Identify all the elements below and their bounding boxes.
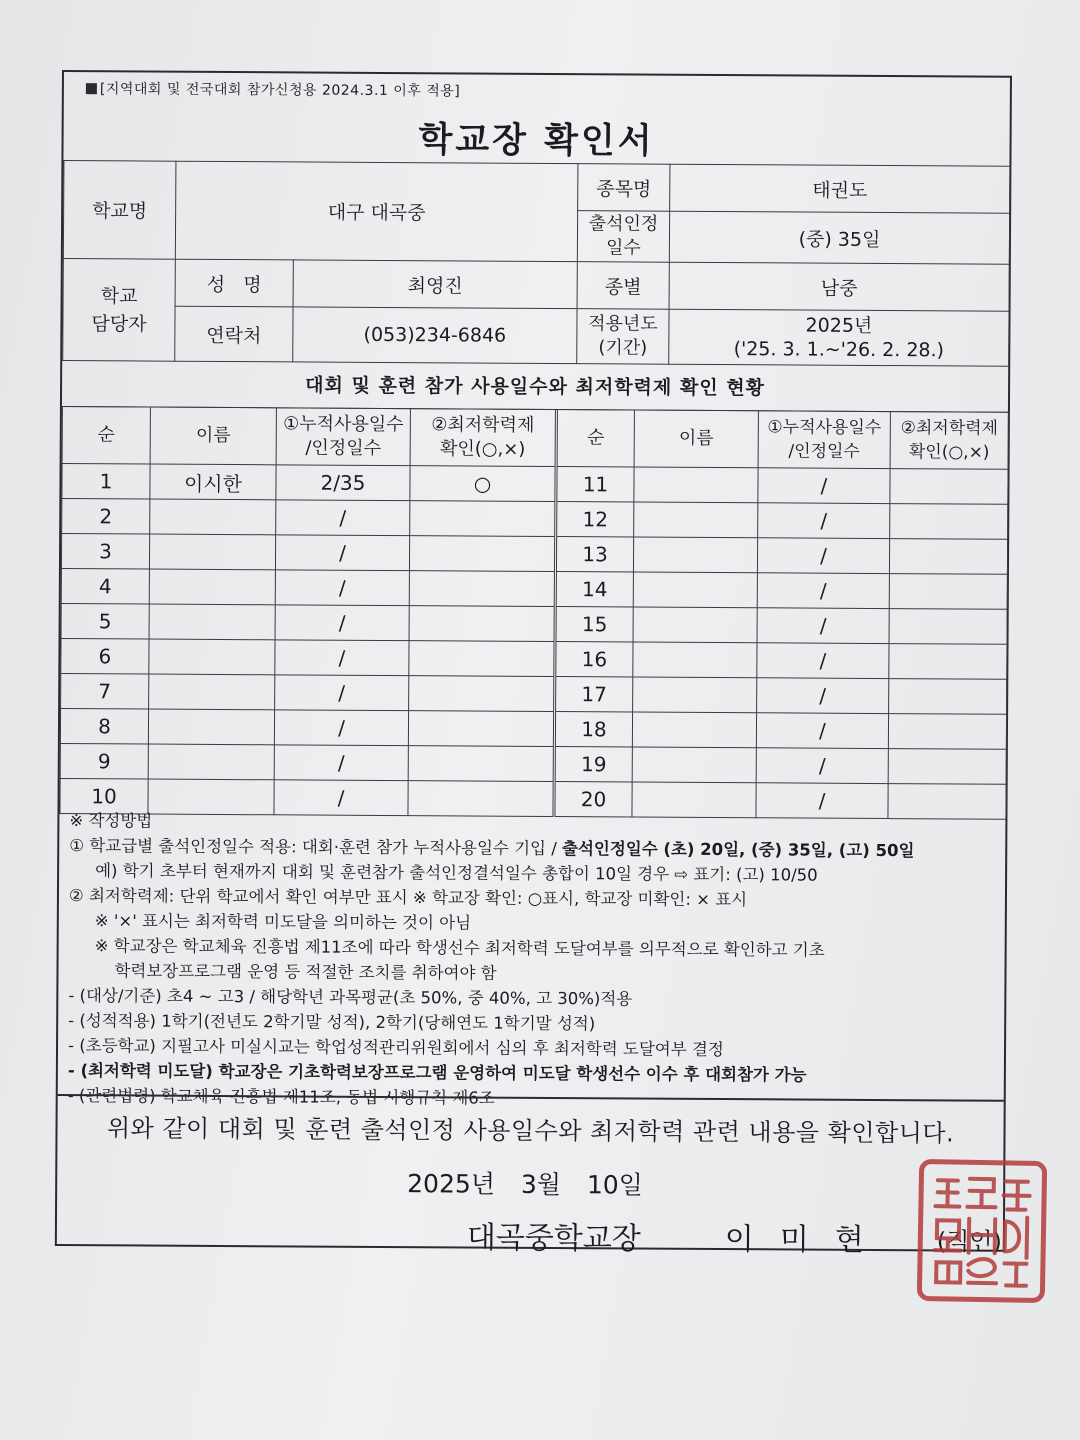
roster-cell-no: 15: [555, 607, 633, 642]
roster-cell-check: [409, 676, 555, 712]
roster-cell-name: [149, 569, 275, 605]
roster-cell-check: [889, 539, 1007, 575]
roster-cell-check: [889, 679, 1007, 715]
col-header-name: 이름: [634, 410, 758, 468]
roster-cell-days: /: [275, 640, 409, 676]
col-header-check: ②최저학력제 확인(○,×): [890, 412, 1008, 470]
roster-cell-days: /: [276, 500, 410, 536]
col-header-name: 이름: [150, 407, 276, 465]
roster-cell-no: 2: [62, 499, 150, 535]
school-info-table: [62, 160, 1010, 367]
roster-cell-check: [888, 714, 1006, 750]
col-header-days: ①누적사용일수 /인정일수: [758, 411, 890, 469]
instruction-example: 예) 학기 초부터 현재까지 대회 및 훈련참가 출석인정결석일수 총합이 10일 경우 ⇨ 표기: (고) 10/50: [95, 861, 818, 885]
table-row: [61, 569, 1007, 610]
roster-cell-no: 13: [555, 537, 633, 572]
roster-cell-no: 18: [554, 712, 632, 747]
confirmation-form: [55, 70, 1012, 1259]
roster-cell-days: 2/35: [276, 465, 410, 501]
manager-label: 학교 담당자: [63, 259, 176, 362]
year-value: 2025년: [805, 314, 873, 337]
roster-cell-days: /: [275, 570, 409, 606]
roster-cell-days: /: [757, 573, 889, 609]
roster-cell-days: /: [757, 678, 889, 714]
roster-cell-no: 12: [556, 502, 634, 537]
roster-cell-name: [634, 502, 758, 538]
roster-cell-name: [633, 537, 757, 573]
instruction-note-1: ※ '×' 표시는 최저학력 미도달을 의미하는 것이 아님: [94, 911, 472, 933]
col-header-days: ①누적사용일수 /인정일수: [276, 408, 410, 466]
roster-cell-check: [410, 501, 556, 537]
roster-cell-name: [633, 642, 757, 678]
roster-header-row: [62, 407, 1008, 470]
roster-cell-check: [408, 746, 554, 782]
roster-cell-no: 10: [60, 779, 148, 815]
roster-cell-no: 3: [61, 534, 149, 570]
table-row: [61, 674, 1007, 715]
instruction-item-2: ② 최저학력제: 단위 학교에서 확인 여부만 표시 ※ 학교장 확인: ○표시, 학교장 미확인: × 표시: [68, 886, 748, 910]
confirmation-statement: 위와 같이 대회 및 훈련 출석인정 사용일수와 최저학력 관련 내용을 확인합니다.: [106, 1114, 955, 1148]
table-row: [61, 534, 1007, 575]
roster-cell-no: 9: [60, 744, 148, 780]
roster-cell-no: 4: [61, 569, 149, 605]
roster-cell-check: [889, 644, 1007, 680]
contact-label: 연락처: [175, 306, 293, 362]
name-label: 성 명: [175, 259, 293, 307]
roster-cell-days: /: [756, 748, 888, 784]
square-bullet-icon: [86, 83, 97, 94]
roster-cell-days: /: [274, 780, 408, 816]
attendance-label: 출석인정 일수: [577, 211, 669, 263]
table-row: [62, 499, 1008, 540]
roster-cell-no: 1: [62, 464, 150, 500]
roster-cell-check: [409, 536, 555, 572]
instruction-dash-2: - (성적적용) 1학기(전년도 2학기말 성적), 2학기(당해연도 1학기말 성적): [68, 1011, 596, 1034]
roster-cell-name: [148, 744, 274, 780]
roster-cell-days: /: [758, 503, 890, 539]
roster-cell-days: /: [275, 535, 409, 571]
roster-cell-name: [148, 709, 274, 745]
instructions-heading: ※ 작성방법: [69, 811, 153, 831]
roster-cell-name: [634, 467, 758, 503]
instructions: [68, 808, 1000, 1114]
roster-cell-days: /: [275, 675, 409, 711]
instruction-dash-1: - (대상/기준) 초4 ~ 고3 / 해당학년 과목평균(초 50%, 중 40%, 고 30%)적용: [68, 986, 633, 1009]
seal-stamp-icon: [928, 1170, 1038, 1294]
document-title: 학교장 확인서: [418, 120, 655, 162]
instruction-dash-4: - (최저학력 미도달) 학교장은 기초학력보장프로그램 운영하여 미도달 학생선수 이수 후 대회참가 가능: [67, 1061, 807, 1085]
roster-cell-check: [889, 609, 1007, 645]
name-value: 최영진: [293, 260, 577, 309]
seal-label: (직인): [936, 1227, 1003, 1256]
instruction-note-2: ※ 학교장은 학교체육 진흥법 제11조에 따라 학생선수 최저학력 도달여부를 의무적으로 확인하고 기초: [94, 936, 825, 960]
roster-cell-days: /: [756, 783, 888, 819]
year-label: 적용년도 (기간): [577, 309, 669, 365]
table-row: [61, 604, 1007, 645]
col-header-check: ②최저학력제 확인(○,×): [410, 409, 556, 467]
roster-cell-no: 5: [61, 604, 149, 640]
year-cell: [669, 309, 1009, 366]
roster-cell-days: /: [757, 608, 889, 644]
roster-cell-days: /: [757, 538, 889, 574]
roster-cell-no: 20: [554, 782, 632, 817]
roster-cell-no: 7: [61, 674, 149, 710]
roster-cell-name: [150, 499, 276, 535]
roster-cell-check: [889, 574, 1007, 610]
school-value: 대구 대곡중: [175, 161, 578, 261]
instruction-dash-3: - (초등학교) 지필고사 미실시교는 학업성적관리위원회에서 심의 후 최저학력 도달여부 결정: [67, 1036, 724, 1060]
roster-cell-check: [409, 641, 555, 677]
category-label: 종별: [577, 262, 669, 310]
roster-cell-no: 11: [556, 467, 634, 502]
principal-name: 이미현: [724, 1222, 890, 1259]
sport-value: 태권도: [670, 164, 1010, 213]
issue-date: 2025년 3월 10일: [407, 1169, 643, 1200]
roster-cell-name: [633, 572, 757, 608]
roster-cell-name: [632, 747, 756, 783]
contact-value: (053)234-6846: [293, 307, 577, 364]
roster-cell-check: [409, 571, 555, 607]
col-header-no: 순: [556, 410, 634, 467]
instruction-item-1: ① 학교급별 출석인정일수 적용: 대회·훈련 참가 누적사용일수 기입 / 출석인정일수 (초) 20일, (중) 35일, (고) 50일: [69, 836, 915, 861]
signer-title: 대곡중학교장: [466, 1220, 641, 1257]
roster-section-title: 대회 및 훈련 참가 사용일수와 최저학력제 확인 현황: [62, 362, 1008, 413]
roster-cell-no: 17: [555, 677, 633, 712]
instruction-note-2-cont: 학력보장프로그램 운영 등 적절한 조치를 취하여야 함: [114, 961, 497, 983]
school-label: 학교명: [63, 161, 176, 260]
roster-cell-name: [632, 712, 756, 748]
roster-cell-no: 6: [61, 639, 149, 675]
roster-cell-no: 8: [60, 709, 148, 745]
table-row: [60, 709, 1006, 750]
roster-cell-check: ○: [410, 466, 556, 502]
table-row: [62, 464, 1008, 505]
table-row: [60, 744, 1006, 785]
roster-cell-days: /: [756, 713, 888, 749]
roster-cell-days: /: [758, 468, 890, 504]
roster-cell-name: [633, 607, 757, 643]
roster-cell-name: [149, 639, 275, 675]
roster-cell-check: [890, 469, 1008, 505]
instruction-dash-5: - (관련법령) 학교체육 진흥법 제11조, 동법 시행규칙 제6조: [67, 1086, 495, 1108]
roster-cell-check: [408, 711, 554, 747]
roster-cell-no: 16: [555, 642, 633, 677]
roster-cell-no: 14: [555, 572, 633, 607]
roster-cell-name: [633, 677, 757, 713]
roster-cell-check: [888, 749, 1006, 785]
closing-section: [57, 1094, 1003, 1259]
roster-cell-days: /: [274, 710, 408, 746]
roster-cell-name: [149, 674, 275, 710]
roster-cell-days: /: [274, 745, 408, 781]
attendance-value: (중) 35일: [669, 211, 1009, 264]
roster-cell-check: [890, 504, 1008, 540]
period-value: ('25. 3. 1.~'26. 2. 28.): [733, 338, 945, 362]
roster-cell-name: [149, 534, 275, 570]
table-row: [61, 639, 1007, 680]
header-note: [지역대회 및 전국대회 참가신청용 2024.3.1 이후 적용]: [86, 78, 461, 100]
roster-cell-days: /: [275, 605, 409, 641]
sport-label: 종목명: [578, 164, 670, 212]
category-value: 남중: [669, 262, 1009, 311]
athlete-roster-table: [59, 406, 1008, 820]
roster-cell-name: 이시한: [150, 464, 276, 500]
official-seal: [917, 1159, 1047, 1303]
roster-cell-no: 19: [554, 747, 632, 782]
roster-cell-name: [149, 604, 275, 640]
roster-cell-check: [409, 606, 555, 642]
roster-cell-days: /: [757, 643, 889, 679]
col-header-no: 순: [62, 407, 150, 465]
